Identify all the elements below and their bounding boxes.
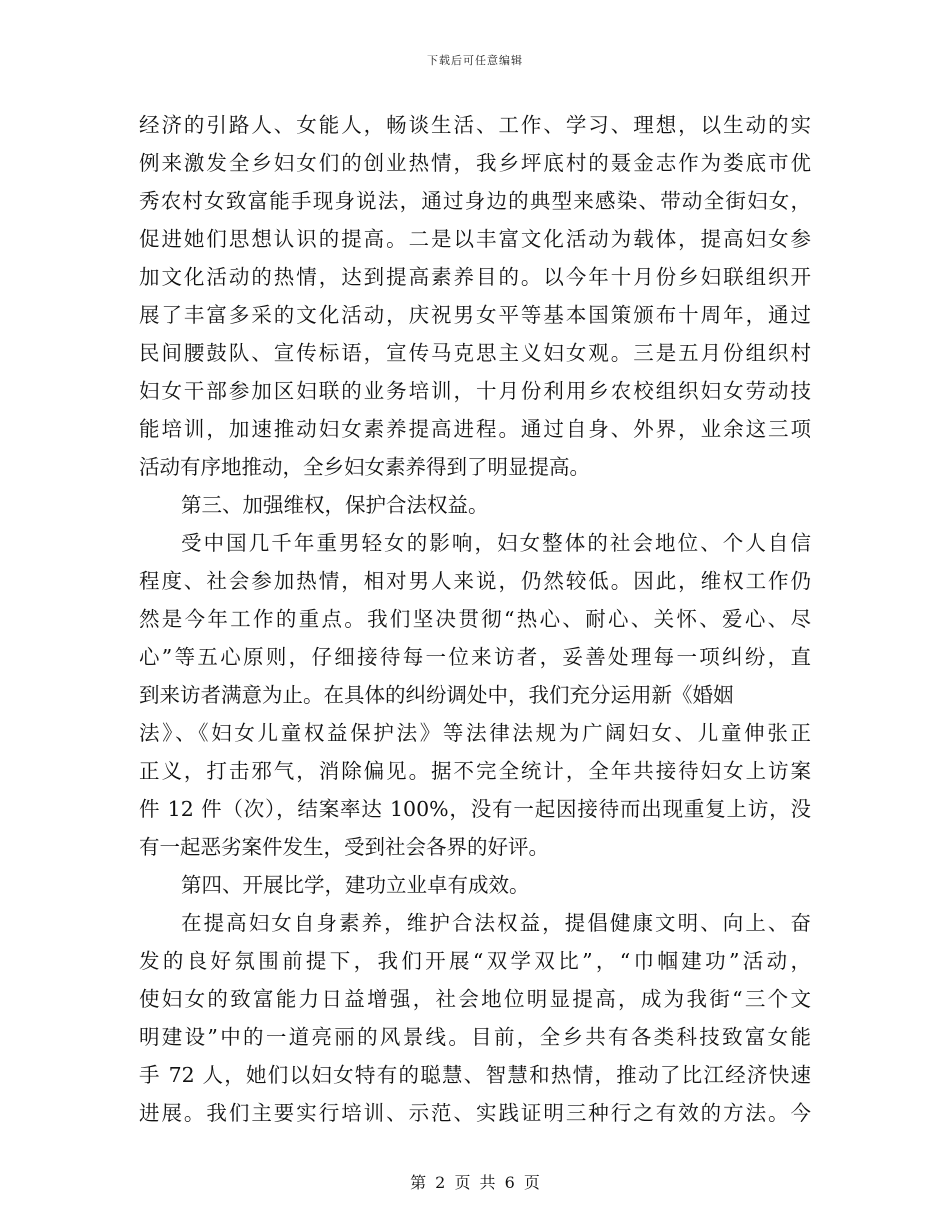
- text-line: 民间腰鼓队、宣传标语，宣传马克思主义妇女观。三是五月份组织村: [139, 341, 811, 365]
- text-line: 明建设”中的一道亮丽的风景线。目前，全乡共有各类科技致富女能: [139, 1025, 811, 1049]
- text-line: 妇女干部参加区妇联的业务培训，十月份利用乡农校组织妇女劳动技: [139, 379, 811, 403]
- text-line: 心”等五心原则，仔细接待每一位来访者，妥善处理每一项纠纷，直: [139, 645, 811, 669]
- text-line: 秀农村女致富能手现身说法，通过身边的典型来感染、带动全街妇女，: [139, 189, 811, 213]
- text-line: 使妇女的致富能力日益增强，社会地位明显提高，成为我街“三个文: [139, 987, 811, 1011]
- text-line: 发的良好氛围前提下，我们开展“双学双比”，“巾帼建功”活动，: [139, 949, 811, 973]
- text-line: 受中国几千年重男轻女的影响，妇女整体的社会地位、个人自信: [181, 531, 811, 555]
- page-number-footer: 第 2 页 共 6 页: [410, 1173, 540, 1192]
- text-line: 加文化活动的热情，达到提高素养目的。以今年十月份乡妇联组织开: [139, 265, 811, 289]
- text-line: 展了丰富多采的文化活动，庆祝男女平等基本国策颁布十周年，通过: [139, 303, 811, 327]
- text-line: 促进她们思想认识的提高。二是以丰富文化活动为载体，提高妇女参: [139, 227, 811, 251]
- text-line: 程度、社会参加热情，相对男人来说，仍然较低。因此，维权工作仍: [139, 569, 811, 593]
- text-line: 经济的引路人、女能人，畅谈生活、工作、学习、理想，以生动的实: [139, 113, 811, 137]
- text-line: 在提高妇女自身素养，维护合法权益，提倡健康文明、向上、奋: [181, 911, 811, 935]
- text-line: 有一起恶劣案件发生，受到社会各界的好评。: [139, 835, 549, 859]
- text-line: 正义，打击邪气，消除偏见。据不完全统计，全年共接待妇女上访案: [139, 759, 811, 783]
- text-line: 进展。我们主要实行培训、示范、实践证明三种行之有效的方法。今: [139, 1101, 811, 1125]
- text-line: 到来访者满意为止。在具体的纠纷调处中，我们充分运用新《婚姻: [139, 683, 734, 707]
- text-line: 件 12 件（次），结案率达 100%，没有一起因接待而出现重复上访，没: [139, 797, 811, 821]
- text-line: 例来激发全乡妇女们的创业热情，我乡坪底村的聂金志作为娄底市优: [139, 151, 811, 175]
- page-header: 下载后可任意编辑: [427, 54, 523, 67]
- text-line: 然是今年工作的重点。我们坚决贯彻“热心、耐心、关怀、爱心、尽: [139, 607, 811, 631]
- text-line: 手 72 人，她们以妇女特有的聪慧、智慧和热情，推动了比江经济快速: [139, 1063, 811, 1087]
- text-line: 能培训，加速推动妇女素养提高进程。通过自身、外界，业余这三项: [139, 417, 811, 441]
- text-line: 第三、加强维权，保护合法权益。: [181, 493, 489, 517]
- text-line: 活动有序地推动，全乡妇女素养得到了明显提高。: [139, 455, 590, 479]
- text-line: 法》、《妇女儿童权益保护法》等法律法规为广阔妇女、儿童伸张正: [139, 721, 811, 745]
- text-line: 第四、开展比学，建功立业卓有成效。: [181, 873, 530, 897]
- document-body: [139, 106, 811, 1132]
